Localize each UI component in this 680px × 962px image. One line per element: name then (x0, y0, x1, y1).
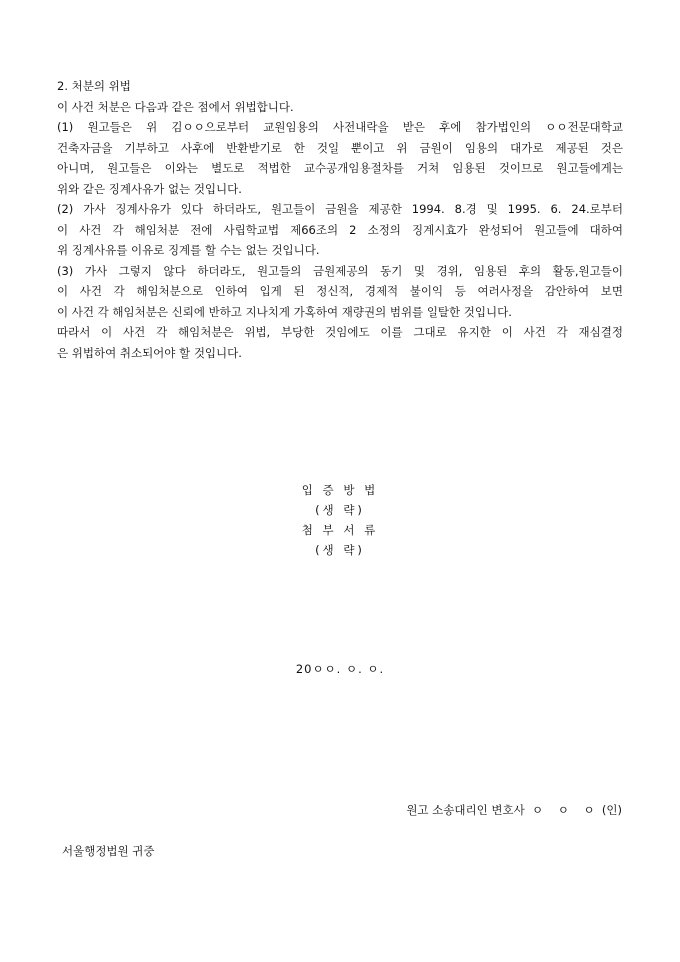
paragraph-line: 이 사건 처분은 다음과 같은 점에서 위법합니다. (57, 99, 294, 114)
evidence-note: (생 략) (315, 503, 365, 517)
paragraph-line: 건축자금을 기부하고 사후에 반환받기로 한 것일 뿐이고 위 금원이 임용의 대가로 제공된 것은 (57, 140, 623, 155)
paragraph-line: 이 사건 각 해임처분 전에 사립학교법 제66조의 2 소정의 징계시효가 완성되어 원고들에 대하여 (57, 222, 623, 237)
paragraph-line: 위 징계사유를 이유로 징계를 할 수는 없는 것입니다. (57, 243, 320, 257)
paragraph-line: 이 사건 각 해임처분은 신뢰에 반하고 지나치게 가혹하여 재량권의 범위를 일탈한 것입니다. (57, 304, 512, 319)
paragraph-line: (1) 원고들은 위 김ㅇㅇ으로부터 교원임용의 사전내락을 받은 후에 참가법인의 ㅇㅇ전문대학교 (57, 120, 623, 134)
paragraph-line: 위와 같은 징계사유가 없는 것입니다. (57, 181, 242, 196)
section-title: 2. 처분의 위법 (57, 79, 131, 93)
evidence-block (0, 480, 680, 560)
document-date: 20ㅇㅇ. ㅇ. ㅇ. (295, 662, 385, 676)
paragraph-line: 은 위법하여 취소되어야 할 것입니다. (57, 345, 242, 360)
paragraph-line: (3) 가사 그렇지 않다 하더라도, 원고들의 금원제공의 동기 및 경위, 임용된 후의 활동,원고들이 (57, 263, 623, 278)
evidence-heading: 입 증 방 법 (301, 483, 379, 497)
attachments-heading: 첨 부 서 류 (301, 523, 379, 537)
paragraph-line: 따라서 이 사건 각 해임처분은 위법, 부당한 것임에도 이를 그대로 유지한 이 사건 각 재심결정 (57, 325, 623, 339)
paragraph-line: 아니며, 원고들은 이와는 별도로 적법한 교수공개임용절차를 거쳐 임용된 것이므로 원고들에게는 (57, 161, 623, 175)
paragraph-line: (2) 가사 징계사유가 있다 하더라도, 원고들이 금원을 제공한 1994. 8.경 및 1995. 6. 24.로부터 (57, 202, 623, 216)
paragraph-line: 이 사건 각 해임처분으로 인하여 입게 된 정신적, 경제적 불이익 등 여러사정을 감안하여 보면 (57, 284, 623, 298)
court-addressee: 서울행정법원 귀중 (62, 844, 155, 858)
section-illegality (57, 76, 623, 363)
attachments-note: (생 략) (315, 543, 365, 557)
signature-line: 원고 소송대리인 변호사 ㅇ ㅇ ㅇ (인) (406, 803, 622, 817)
